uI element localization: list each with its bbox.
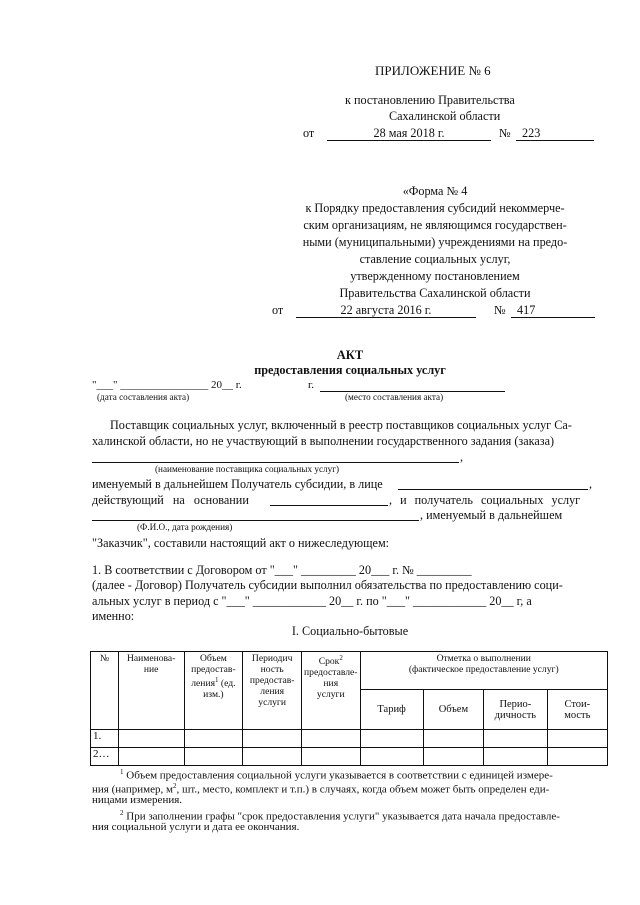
table-cell [184, 748, 243, 766]
provider-caption: (наименование поставщика социальных услуг) [155, 464, 340, 474]
form-date: 22 августа 2016 г. [296, 303, 476, 318]
header-name-line: ние [143, 664, 159, 675]
table-cell [360, 748, 423, 766]
header-period-line: услуги [258, 697, 287, 708]
header-volume-line [187, 675, 241, 689]
footnote-1-text: , шт., место, комплект и т.п.) в случаях, когда объем может быть определен еди- [176, 783, 550, 796]
form-header-line: ским организациям, не являющимся государствен- [303, 218, 567, 232]
form-header [265, 183, 605, 302]
header-mark-line: Отметка о выполнении [436, 653, 531, 664]
subheader-volume: Объем [423, 690, 483, 730]
table-cell [184, 730, 243, 748]
footnote-1-marker: 1 [120, 768, 124, 776]
subheader-cost-line: Стои- [564, 698, 591, 710]
subheader-cost [547, 690, 607, 730]
paragraph-2-line: (далее - Договор) Получатель субсидии выполнил обязательства по предоставлению соци- [92, 578, 563, 592]
header-volume-line: предостав- [191, 664, 236, 675]
act-date-line: "___" ________________ 20__ г. [92, 379, 242, 391]
named-after-line: , именуемый в дальнейшем [420, 508, 563, 522]
paragraph-2-line: именно: [92, 609, 135, 623]
header-period-line: ность [260, 664, 284, 675]
form-number: 417 [511, 303, 595, 318]
header-period-line: Периодич [251, 653, 293, 664]
table-cell [302, 730, 360, 748]
appendix-title: ПРИЛОЖЕНИЕ № 6 [375, 63, 491, 78]
paragraph-2-line: альных услуг в период с "___" ____________ 20__ г. по "___" ____________ 20__ г, а [92, 594, 532, 608]
subheader-cost-line: мость [564, 709, 591, 721]
footnote-2-line: ния социальной услуги и дата ее окончания. [92, 821, 300, 833]
footnote-ref-1: 1 [215, 676, 219, 684]
section-title: I. Социально-бытовые [291, 624, 409, 638]
footnote-1-text: ния (например, м [92, 783, 173, 796]
table-cell [547, 730, 607, 748]
table-cell [484, 748, 548, 766]
table-cell [118, 730, 184, 748]
act-title: АКТ [336, 348, 364, 362]
named-line: именуемый в дальнейшем Получатель субсидии, в лице [92, 477, 383, 491]
table-cell [118, 748, 184, 766]
customer-line: "Заказчик", составили настоящий акт о нижеследующем: [92, 536, 390, 550]
header-term [302, 652, 360, 730]
act-subtitle: предоставления социальных услуг [254, 363, 446, 377]
table-cell [423, 748, 483, 766]
paragraph-1-line: халинской области, но не участвующий в выполнении государственного задания (заказа) [92, 434, 555, 448]
subheader-periodicity-line: Перио- [499, 698, 532, 710]
footnote-1-text: Объем предоставления социальной услуги указывается в соответствии с единицей измере- [123, 769, 553, 782]
number-label: № [499, 126, 511, 140]
row-number: 1. [91, 730, 119, 748]
form-header-line: утвержденному постановлением [350, 269, 520, 283]
form-number-label: № [494, 303, 506, 317]
from-label: от [303, 126, 315, 140]
provider-comma: , [460, 450, 464, 464]
header-name [118, 652, 184, 730]
resolution-number: 223 [516, 126, 594, 141]
table-cell [423, 730, 483, 748]
table-cell [243, 730, 302, 748]
paragraph-1-line: Поставщик социальных услуг, включенный в реестр поставщиков социальных услуг Са- [110, 418, 572, 432]
row-number: 2… [91, 748, 119, 766]
form-header-line: к Порядку предоставления субсидий некоммерче- [305, 201, 565, 215]
basis-field [270, 505, 388, 506]
footnote-1-line: ницами измерения. [92, 794, 183, 806]
table-row [91, 730, 608, 748]
header-period-line: предостав- [249, 675, 295, 686]
provider-name-field [92, 462, 459, 463]
header-term-line [304, 653, 357, 667]
form-header-line: ставление социальных услуг, [359, 252, 511, 266]
header-volume-line: изм.) [203, 689, 224, 701]
table-cell [360, 730, 423, 748]
resolution-line: к постановлению Правительства [345, 93, 515, 107]
subheader-periodicity [484, 690, 548, 730]
header-term-text: Срок [318, 656, 340, 668]
representative-field [398, 489, 588, 490]
resolution-date: 28 мая 2018 г. [327, 126, 491, 141]
footnote-ref-2: 2 [339, 654, 343, 662]
header-mark [360, 652, 608, 690]
header-term-line: предоставле- [304, 667, 358, 679]
footnote-1-superscript: 2 [172, 782, 177, 790]
header-name-line: Наименова- [126, 653, 176, 664]
footnote-2-marker: 2 [120, 809, 124, 817]
services-table [90, 651, 608, 766]
header-volume [184, 652, 243, 730]
footnote-2-text: При заполнении графы "срок предоставления услуги" указывается дата начала предоставле- [123, 810, 560, 823]
form-header-line: Правительства Сахалинской области [339, 286, 531, 300]
header-term-line: услуги [316, 689, 345, 701]
region-line: Сахалинской области [389, 109, 501, 123]
fio-caption: (Ф.И.О., дата рождения) [137, 522, 233, 532]
table-cell [484, 730, 548, 748]
subheader-periodicity-line: дичность [494, 709, 537, 721]
act-place-caption: (место составления акта) [345, 392, 444, 402]
customer-name-field [92, 520, 419, 521]
header-volume-line: Объем [199, 653, 227, 664]
table-row [91, 748, 608, 766]
header-term-line: ния [323, 678, 339, 690]
form-header-line: ными (муниципальными) учреждениями на предо- [302, 235, 568, 249]
header-period-line: ления [260, 686, 285, 697]
table-cell [243, 748, 302, 766]
representative-comma: , [589, 477, 593, 491]
header-volume-text: (ед. [220, 678, 236, 690]
form-header-line: «Форма № 4 [402, 184, 468, 198]
acting-line-end: , и получатель социальных услуг [389, 493, 581, 507]
table-cell [547, 748, 607, 766]
paragraph-2-line: 1. В соответствии с Договором от "___" _________ 20___ г. № _________ [92, 563, 472, 577]
table-cell [302, 748, 360, 766]
acting-line: действующий на основании [92, 493, 249, 507]
header-num: № [91, 652, 119, 730]
act-city-prefix: г. [308, 379, 315, 391]
header-volume-text: ления [191, 678, 215, 690]
header-period [243, 652, 302, 730]
header-mark-line: (фактическое предоставление услуг) [408, 664, 559, 675]
form-from-label: от [272, 303, 284, 317]
act-date-caption: (дата составления акта) [97, 392, 190, 402]
subheader-tariff: Тариф [360, 690, 423, 730]
